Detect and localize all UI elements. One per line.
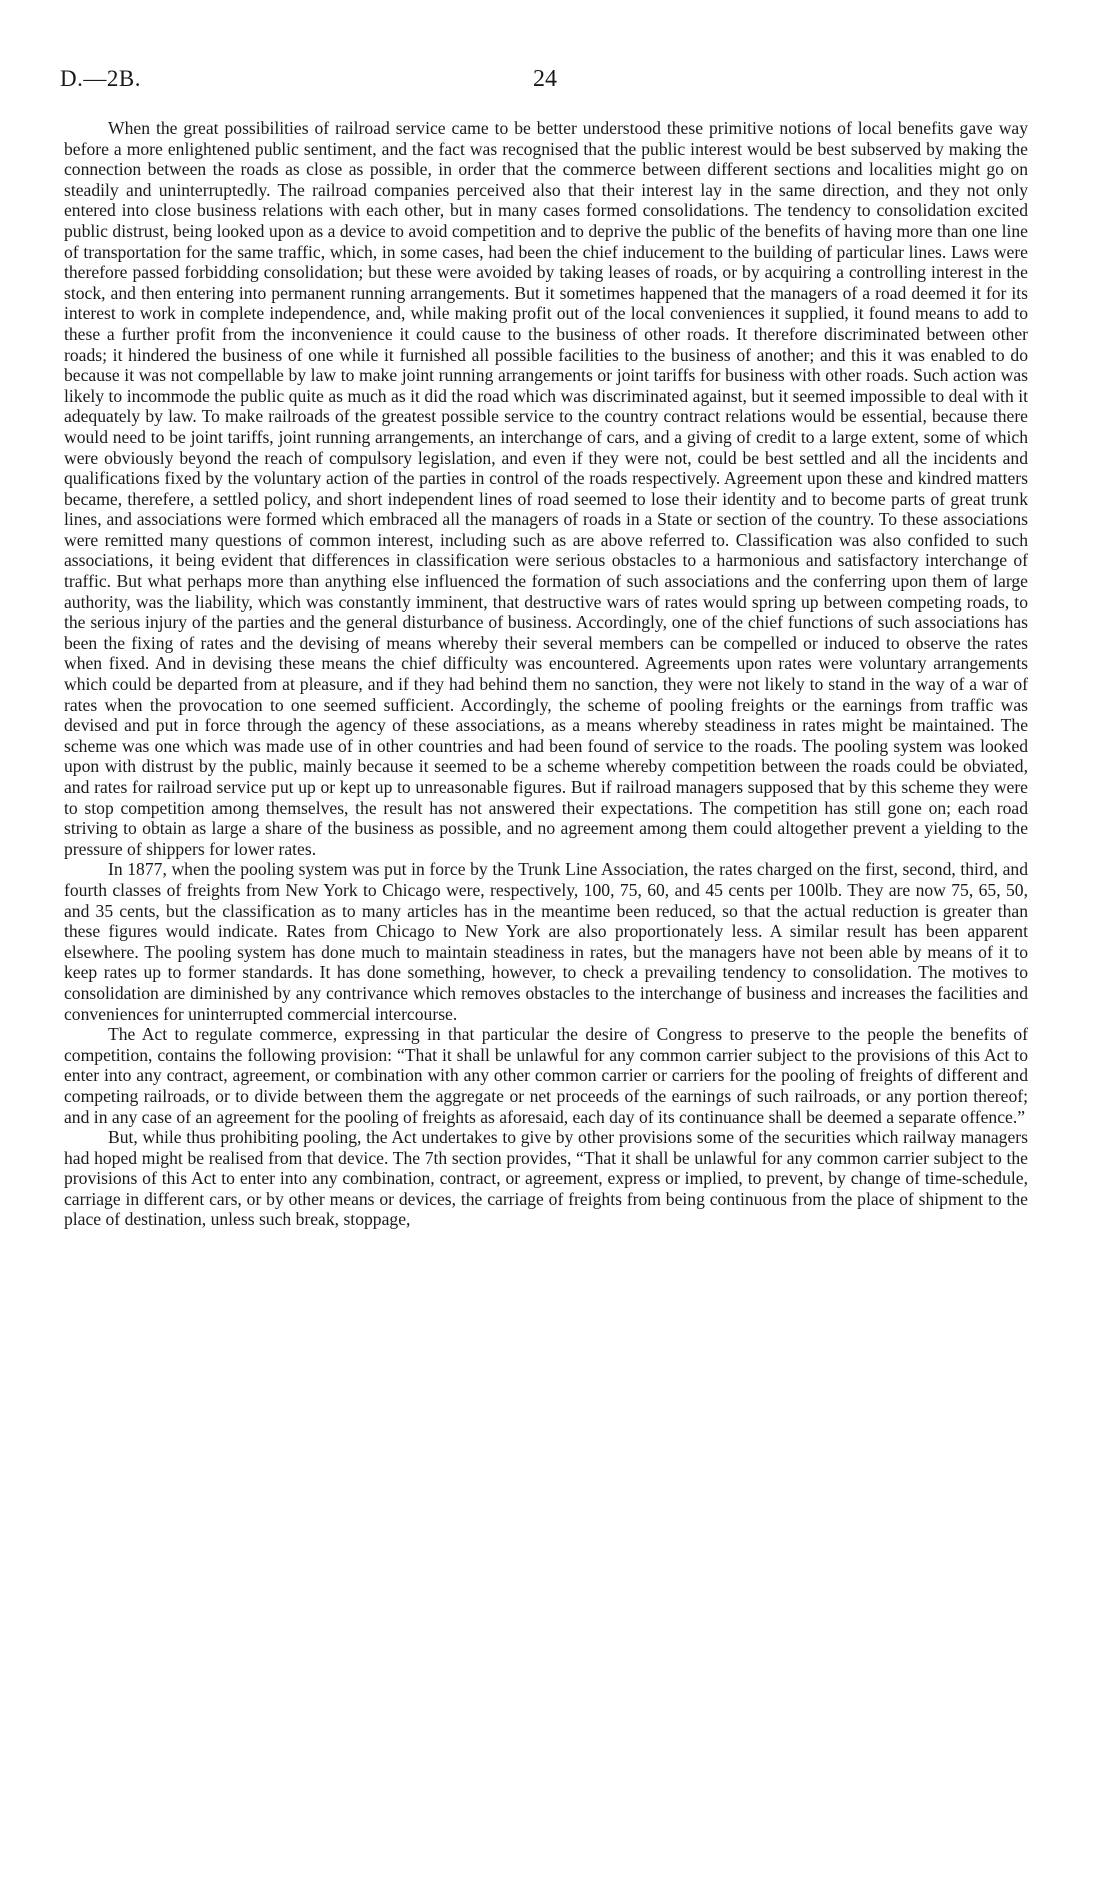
running-head bbox=[60, 66, 1030, 98]
paragraph-trunk-line-rates: In 1877, when the pooling system was put in force by the Trunk Line Association, the rates charged on the first, second, third, and fourth classes of freights from New York to Chicago were, respectively, 100, 75, 60, and 45 cents per 100lb. They are now 75, 65, 50, and 35 cents, but the classification as to many articles has in the meantime been reduced, so that the actual reduction is greater than these figures would indicate. Rates from Chicago to New York are also proportionately less. A similar result has been apparent elsewhere. The pooling system has done much to maintain steadiness in rates, but the managers have not been able by means of it to keep rates up to former standards. It has done something, however, to check a prevailing tendency to consolidation. The motives to consolidation are diminished by any contrivance which removes obstacles to the interchange of business and increases the facilities and conveniences for uninterrupted commercial intercourse. bbox=[64, 859, 1028, 1024]
paragraph-consolidation-and-pooling: When the great possibilities of railroad service came to be better understood these primitive notions of local benefits gave way before a more enlightened public sentiment, and the fact was recognised that the public interest would be best subserved by making the connection between the roads as close as possible, in order that the commerce between different sections and localities might go on steadily and uninterruptedly. The railroad companies perceived also that their interest lay in the same direction, and they not only entered into close business relations with each other, but in many cases formed consolidations. The tendency to consolidation excited public distrust, being looked upon as a device to avoid competition and to deprive the public of the benefits of having more than one line of transportation for the same traffic, which, in some cases, had been the chief inducement to the building of particular lines. Laws were therefore passed forbidding consolidation; but these were avoided by taking leases of roads, or by acquiring a controlling interest in the stock, and then entering into permanent running arrangements. But it sometimes happened that the managers of a road deemed it for its interest to work in complete independence, and, while making profit out of the local conveniences it supplied, it found means to add to these a further profit from the inconvenience it could cause to the business of other roads. It therefore discriminated between other roads; it hindered the business of one while it furnished all possible facilities to the business of another; and this it was enabled to do because it was not compellable by law to make joint running arrangements or joint tariffs for business with other roads. Such action was likely to incommode the public quite as much as it did the road which was discriminated against, but it seemed impossible to deal with it adequately by law. To make railroads of the greatest possible service to the country contract relations would be essential, because there would need to be joint tariffs, joint running arrangements, an interchange of cars, and a giving of credit to a large extent, some of which were obviously beyond the reach of compulsory legislation, and even if they were not, could be best settled and all the incidents and qualifications fixed by the voluntary action of the parties in control of the roads respectively. Agreement upon these and kindred matters became, therefere, a settled policy, and short independent lines of road seemed to lose their identity and to become parts of great trunk lines, and associations were formed which embraced all the managers of roads in a State or section of the country. To these associations were remitted many questions of common interest, including such as are above referred to. Classification was also confided to such associations, it being evident that differences in classification were serious obstacles to a harmonious and satisfactory interchange of traffic. But what perhaps more than anything else influenced the formation of such associations and the conferring upon them of large authority, was the liability, which was constantly imminent, that destructive wars of rates would spring up between competing roads, to the serious injury of the parties and the general disturbance of business. Accordingly, one of the chief functions of such associations has been the fixing of rates and the devising of means whereby their several members can be compelled or induced to observe the rates when fixed. And in devising these means the chief difficulty was encountered. Agreements upon rates were voluntary arrangements which could be departed from at pleasure, and if they had behind them no sanction, they were not likely to stand in the way of a war of rates when the provocation to one seemed sufficient. Accordingly, the scheme of pooling freights or the earnings from traffic was devised and put in force through the agency of these associations, as a means whereby steadiness in rates might be maintained. The scheme was one which was made use of in other countries and had been found of service to the roads. The pooling system was looked upon with distrust by the public, mainly because it seemed to be a scheme whereby competition between the roads could be obviated, and rates for railroad service put up or kept up to unreasonable figures. But if railroad managers supposed that by this scheme they were to stop competition among themselves, the result has not answered their expectations. The competition has still gone on; each road striving to obtain as large a share of the business as possible, and no agreement among them could altogether prevent a yielding to the pressure of shippers for lower rates. bbox=[64, 118, 1028, 859]
paragraph-act-pooling-provision: The Act to regulate commerce, expressing in that particular the desire of Congress to preserve to the people the benefits of competition, contains the following provision: “That it shall be unlawful for any common carrier subject to the provisions of this Act to enter into any contract, agreement, or combination with any other common carrier or carriers for the pooling of freights of different and competing railroads, or to divide between them the aggregate or net proceeds of the earnings of such railroads, or any portion thereof; and in any case of an agreement for the pooling of freights as aforesaid, each day of its continuance shall be deemed a separate offence.” bbox=[64, 1024, 1028, 1127]
paragraph-section-seven: But, while thus prohibiting pooling, the Act undertakes to give by other provisions some of the securities which railway managers had hoped might be realised from that device. The 7th section provides, “That it shall be unlawful for any common carrier subject to the provisions of this Act to enter into any combination, contract, or agreement, express or implied, to prevent, by change of time-schedule, carriage in different cars, or by other means or devices, the carriage of freights from being continuous from the place of shipment to the place of destination, unless such break, stoppage, bbox=[64, 1127, 1028, 1230]
body-text bbox=[64, 118, 1028, 1230]
document-reference: D.—2B. bbox=[60, 66, 141, 91]
page-number: 24 bbox=[533, 66, 557, 92]
